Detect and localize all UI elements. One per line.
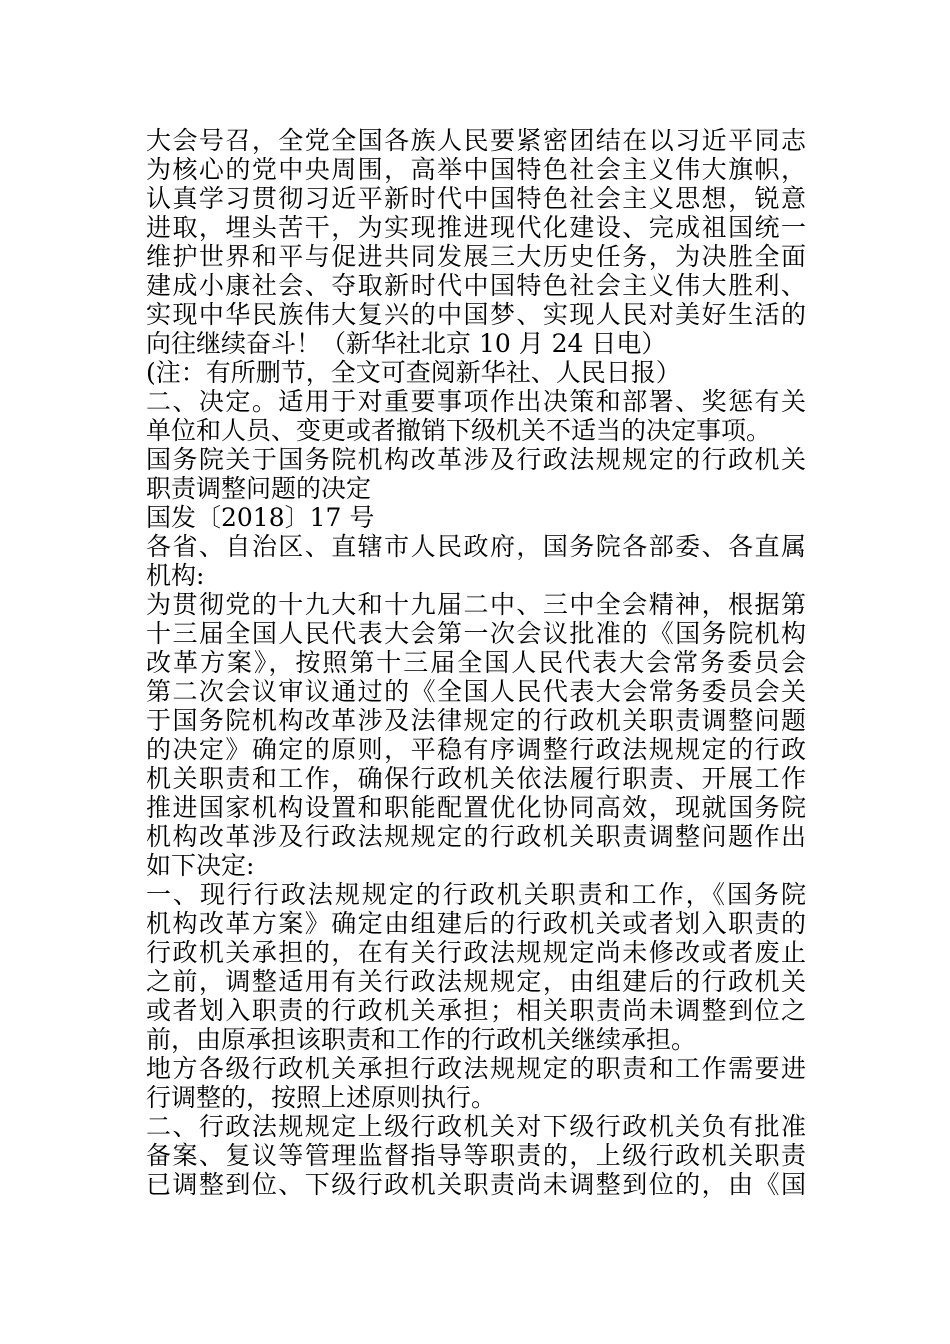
text-line: 进取，埋头苦干，为实现推进现代化建设、完成祖国统一 (146, 213, 806, 242)
text-line: 实现中华民族伟大复兴的中国梦、实现人民对美好生活的 (146, 300, 806, 329)
text-line: 改革方案》，按照第十三届全国人民代表大会常务委员会 (146, 648, 806, 677)
text-line: 行政机关承担的，在有关行政法规规定尚未修改或者废止 (146, 938, 806, 967)
text-line: 二、决定。适用于对重要事项作出决策和部署、奖惩有关 (146, 387, 806, 416)
text-line: 行调整的，按照上述原则执行。 (146, 1083, 497, 1112)
text-line: 单位和人员、变更或者撤销下级机关不适当的决定事项。 (146, 416, 772, 445)
text-line: 机关职责和工作，确保行政机关依法履行职责、开展工作 (146, 764, 806, 793)
text-line: 国务院关于国务院机构改革涉及行政法规规定的行政机关 (146, 445, 806, 474)
text-line: 认真学习贯彻习近平新时代中国特色社会主义思想，锐意 (146, 184, 806, 213)
text-line: 维护世界和平与促进共同发展三大历史任务，为决胜全面 (146, 242, 806, 271)
text-line: 备案、复议等管理监督指导等职责的，上级行政机关职责 (146, 1141, 806, 1170)
document-body (146, 126, 806, 1199)
text-line: 前，由原承担该职责和工作的行政机关继续承担。 (146, 1025, 697, 1054)
text-line: 第二次会议审议通过的《全国人民代表大会常务委员会关 (146, 677, 806, 706)
text-line: 向往继续奋斗！（新华社北京 10 月 24 日电） (146, 329, 667, 358)
text-line: 为贯彻党的十九大和十九届二中、三中全会精神，根据第 (146, 590, 806, 619)
text-line: 二、行政法规规定上级行政机关对下级行政机关负有批准 (146, 1112, 806, 1141)
text-line: 各省、自治区、直辖市人民政府，国务院各部委、各直属 (146, 532, 806, 561)
text-line: 机构改革涉及行政法规规定的行政机关职责调整问题作出 (146, 822, 806, 851)
text-line: 机构改革方案》确定由组建后的行政机关或者划入职责的 (146, 909, 806, 938)
text-line: 建成小康社会、夺取新时代中国特色社会主义伟大胜利、 (146, 271, 806, 300)
text-line: 职责调整问题的决定 (146, 474, 372, 503)
text-line: 机构: (146, 561, 205, 590)
text-line: 大会号召，全党全国各族人民要紧密团结在以习近平同志 (146, 126, 806, 155)
text-line: 国发〔2018〕17 号 (146, 503, 375, 532)
text-line: 推进国家机构设置和职能配置优化协同高效，现就国务院 (146, 793, 806, 822)
text-line: 一、现行行政法规规定的行政机关职责和工作，《国务院 (146, 880, 806, 909)
text-line: 为核心的党中央周围，高举中国特色社会主义伟大旗帜， (146, 155, 806, 184)
text-line: 之前，调整适用有关行政法规规定，由组建后的行政机关 (146, 967, 806, 996)
text-line: 或者划入职责的行政机关承担；相关职责尚未调整到位之 (146, 996, 806, 1025)
text-line: 十三届全国人民代表大会第一次会议批准的《国务院机构 (146, 619, 806, 648)
text-line: 如下决定: (146, 851, 255, 880)
text-line: (注：有所删节，全文可查阅新华社、人民日报） (146, 358, 681, 387)
text-line: 地方各级行政机关承担行政法规规定的职责和工作需要进 (146, 1054, 806, 1083)
text-line: 的决定》确定的原则，平稳有序调整行政法规规定的行政 (146, 735, 806, 764)
text-line: 已调整到位、下级行政机关职责尚未调整到位的，由《国 (146, 1170, 806, 1199)
text-line: 于国务院机构改革涉及法律规定的行政机关职责调整问题 (146, 706, 806, 735)
